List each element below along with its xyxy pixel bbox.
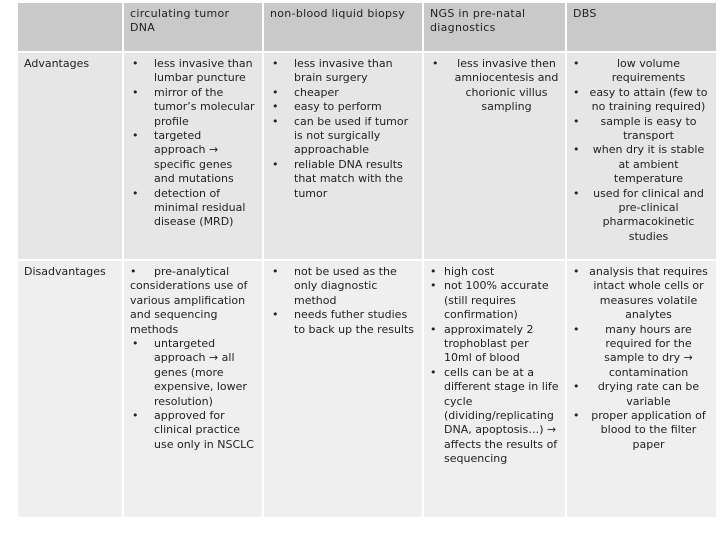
list-item: • less invasive than brain surgery (270, 57, 416, 86)
header-dbs: DBS (567, 3, 716, 51)
list-item: • easy to perform (270, 100, 416, 114)
header-ctdna: circulating tumor DNA (124, 3, 262, 51)
list-item: • needs futher studies to back up the results (270, 308, 416, 337)
disadvantages-dbs-list (573, 265, 710, 452)
advantages-ctdna-list (130, 57, 256, 230)
list-item: • approved for clinical practice use only in NSCLC (130, 409, 256, 452)
list-item: • not be used as the only diagnostic method (270, 265, 416, 308)
list-item: • cells can be at a different stage in life cycle (dividing/replicating DNA, apoptosis…) → affects the results of sequencing (430, 366, 559, 467)
list-item: • targeted approach → specific genes and mutations (130, 129, 256, 187)
advantages-ngs-list (430, 57, 559, 115)
list-item: • reliable DNA results that match with the tumor (270, 158, 416, 201)
header-ngs-prenatal: NGS in pre-natal diagnostics (424, 3, 565, 51)
disadvantages-non-blood-cell (264, 261, 422, 517)
list-item: • cheaper (270, 86, 416, 100)
row-label-advantages: Advantages (18, 53, 122, 259)
disadvantages-ngs-list (430, 265, 559, 467)
row-label-disadvantages: Disadvantages (18, 261, 122, 517)
disadvantages-ctdna-cell (124, 261, 262, 517)
disadvantages-ctdna-list (130, 337, 256, 452)
advantages-ctdna-cell (124, 53, 262, 259)
comparison-table (18, 3, 716, 517)
advantages-non-blood-cell (264, 53, 422, 259)
disadvantages-ctdna-lead (130, 265, 256, 337)
list-item: • easy to attain (few to no training required) (573, 86, 710, 115)
advantages-ngs-cell (424, 53, 565, 259)
list-item: • sample is easy to transport (573, 115, 710, 144)
list-item: • untargeted approach → all genes (more expensive, lower resolution) (130, 337, 256, 409)
list-item: • when dry it is stable at ambient temperature (573, 143, 710, 186)
disadvantages-non-blood-list (270, 265, 416, 337)
list-item: • can be used if tumor is not surgically approachable (270, 115, 416, 158)
list-item: • low volume requirements (573, 57, 710, 86)
list-item: • approximately 2 trophoblast per 10ml of blood (430, 323, 559, 366)
header-corner-cell (18, 3, 122, 51)
list-item: • mirror of the tumor’s molecular profile (130, 86, 256, 129)
list-item: • high cost (430, 265, 559, 279)
list-item: • less invasive than lumbar puncture (130, 57, 256, 86)
list-item: • less invasive then amniocentesis and chorionic villus sampling (430, 57, 559, 115)
list-item: • analysis that requires intact whole cells or measures volatile analytes (573, 265, 710, 323)
bullet-glyph: • (130, 265, 137, 278)
lead-text: pre-analytical considerations use of various amplification and sequencing methods (130, 265, 248, 336)
advantages-non-blood-list (270, 57, 416, 201)
list-item: • detection of minimal residual disease (MRD) (130, 187, 256, 230)
disadvantages-dbs-cell (567, 261, 716, 517)
header-non-blood-liquid-biopsy: non-blood liquid biopsy (264, 3, 422, 51)
list-item: • drying rate can be variable (573, 380, 710, 409)
advantages-dbs-cell (567, 53, 716, 259)
advantages-dbs-list (573, 57, 710, 244)
disadvantages-ngs-cell (424, 261, 565, 517)
list-item: • many hours are required for the sample to dry → contamination (573, 323, 710, 381)
list-item: • used for clinical and pre-clinical pharmacokinetic studies (573, 187, 710, 245)
list-item: • proper application of blood to the filter paper (573, 409, 710, 452)
list-item: • not 100% accurate (still requires confirmation) (430, 279, 559, 322)
